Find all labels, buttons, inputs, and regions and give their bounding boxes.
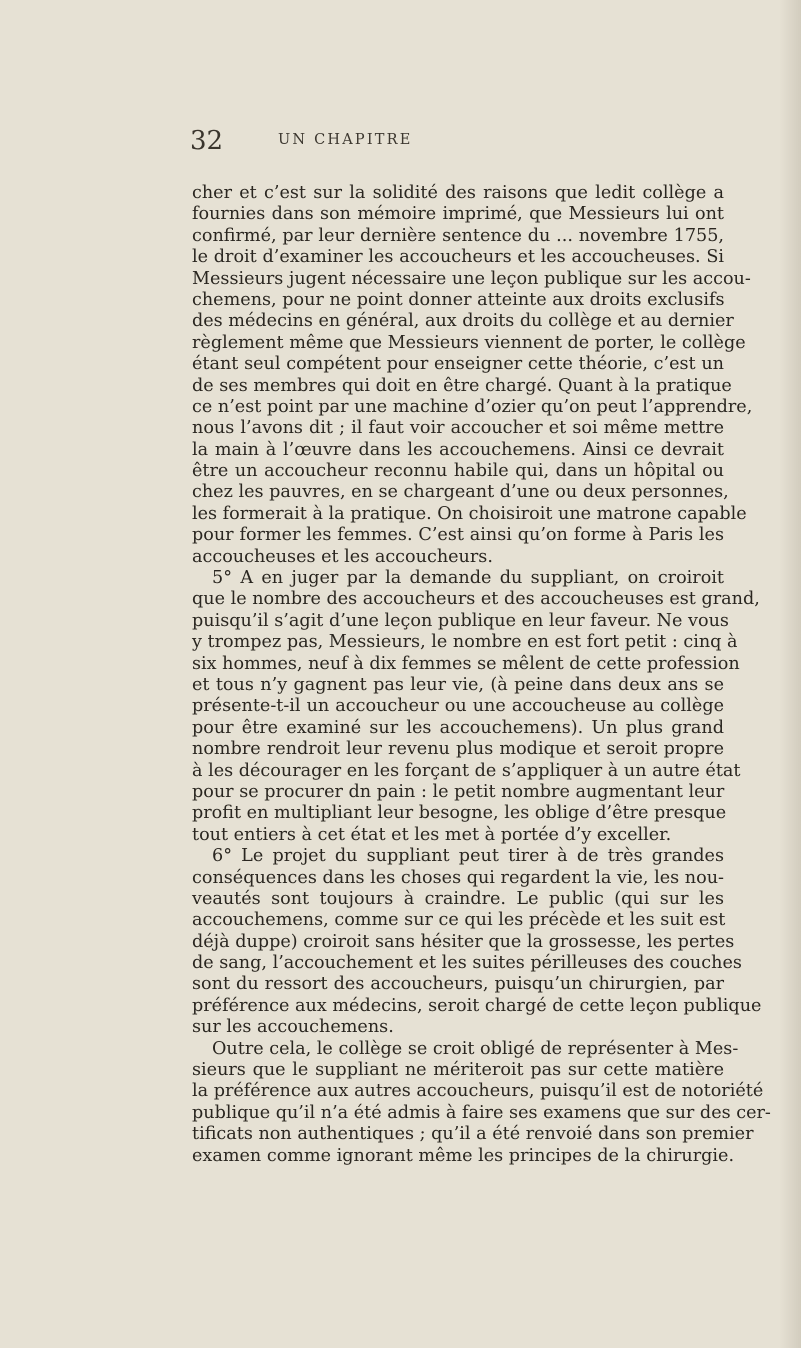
text-line: 5° A en juger par la demande du suppliant, on croiroit — [212, 568, 724, 589]
text-line: pour se procurer dn pain : le petit nombre augmentant leur — [192, 781, 725, 802]
text-line: étant seul compétent pour enseigner cette théorie, c’est un — [192, 354, 724, 375]
paragraph — [192, 183, 753, 568]
text-line: Outre cela, le collège se croit obligé de représenter à Mes- — [212, 1038, 739, 1059]
text-line: fournies dans son mémoire imprimé, que Messieurs lui ont — [192, 204, 724, 225]
text-line: confirmé, par leur dernière sentence du ... novembre 1755, — [192, 225, 724, 246]
text-line: 6° Le projet du suppliant peut tirer à de très grandes — [212, 846, 724, 867]
text-line: publique qu’il n’a été admis à faire ses examens que sur des cer- — [192, 1102, 771, 1123]
text-line: conséquences dans les choses qui regardent la vie, les nou- — [192, 867, 724, 888]
text-line: être un accoucheur reconnu habile qui, dans un hôpital ou — [192, 461, 724, 482]
text-line: de sang, l’accouchement et les suites périlleuses des couches — [192, 953, 742, 974]
text-line: nombre rendroit leur revenu plus modique et seroit propre — [192, 739, 724, 760]
text-line: et tous n’y gagnent pas leur vie, (à peine dans deux ans se — [192, 674, 724, 695]
page-edge-shadow — [779, 0, 801, 1348]
text-line: puisqu’il s’agit d’une leçon publique en leur faveur. Ne vous — [192, 610, 729, 631]
paragraph — [192, 1038, 771, 1167]
text-line: ce n’est point par une machine d’ozier qu’on peut l’apprendre, — [192, 396, 753, 417]
text-line: chemens, pour ne point donner atteinte aux droits exclusifs — [192, 289, 725, 310]
text-line: des médecins en général, aux droits du collège et au dernier — [192, 311, 734, 332]
text-line: six hommes, neuf à dix femmes se mêlent de cette profession — [192, 653, 740, 674]
text-line: pour être examiné sur les accouchemens). Un plus grand — [192, 717, 724, 738]
text-line: la préférence aux autres accoucheurs, puisqu’il est de notoriété — [192, 1081, 764, 1102]
text-line: que le nombre des accoucheurs et des accoucheuses est grand, — [192, 589, 760, 610]
text-line: de ses membres qui doit en être chargé. Quant à la pratique — [192, 375, 732, 396]
text-line: examen comme ignorant même les principes de la chirurgie. — [192, 1145, 735, 1166]
text-line: accouchemens, comme sur ce qui les précède et les suit est — [192, 910, 726, 931]
body-text — [192, 183, 771, 1167]
text-line: sur les accouchemens. — [192, 1017, 394, 1038]
text-line: présente-t-il un accoucheur ou une accoucheuse au collège — [192, 696, 724, 717]
text-line: à les décourager en les forçant de s’appliquer à un autre état — [192, 760, 741, 781]
text-line: Messieurs jugent nécessaire une leçon publique sur les accou- — [192, 268, 751, 289]
paragraph — [192, 846, 762, 1039]
text-line: sont du ressort des accoucheurs, puisqu’un chirurgien, par — [192, 974, 724, 995]
text-line: veautés sont toujours à craindre. Le public (qui sur les — [192, 888, 724, 909]
running-head: UN CHAPITRE — [278, 132, 413, 148]
text-line: la main à l’œuvre dans les accouchemens. Ainsi ce devrait — [192, 439, 724, 460]
page-number: 32 — [190, 126, 224, 156]
text-line: sieurs que le suppliant ne mériteroit pas sur cette matière — [192, 1060, 724, 1081]
text-line: préférence aux médecins, seroit chargé de cette leçon publique — [192, 995, 762, 1016]
text-line: déjà duppe) croiroit sans hésiter que la grossesse, les pertes — [192, 931, 735, 952]
paragraph — [192, 568, 760, 846]
text-line: pour former les femmes. C’est ainsi qu’on forme à Paris les — [192, 525, 724, 546]
text-line: y trompez pas, Messieurs, le nombre en est fort petit : cinq à — [192, 632, 738, 653]
text-line: les formerait à la pratique. On choisiroit une matrone capable — [192, 503, 747, 524]
page-header — [190, 126, 710, 162]
text-line: accoucheuses et les accoucheurs. — [192, 546, 493, 567]
text-line: cher et c’est sur la solidité des raisons que ledit collège a — [192, 183, 724, 203]
text-line: règlement même que Messieurs viennent de porter, le collège — [192, 332, 746, 353]
text-line: nous l’avons dit ; il faut voir accoucher et soi même mettre — [192, 418, 724, 439]
text-line: profit en multipliant leur besogne, les oblige d’être presque — [192, 803, 727, 824]
text-line: le droit d’examiner les accoucheurs et les accoucheuses. Si — [192, 247, 724, 268]
text-line: tout entiers à cet état et les met à portée d’y exceller. — [192, 824, 672, 845]
text-line: tificats non authentiques ; qu’il a été renvoié dans son premier — [192, 1124, 754, 1145]
text-line: chez les pauvres, en se chargeant d’une ou deux personnes, — [192, 482, 729, 503]
